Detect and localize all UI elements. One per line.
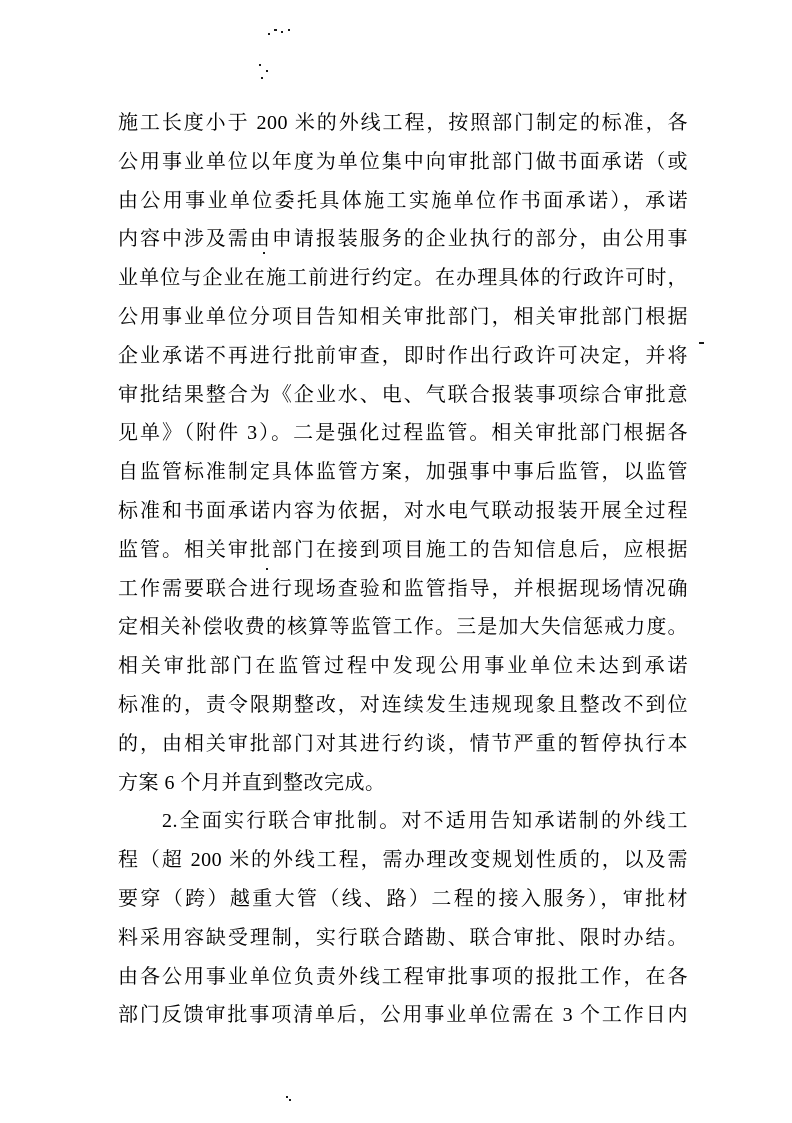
text-line: 自监管标准制定具体监管方案，加强事中事后监管，以监管 [118, 461, 688, 484]
text-line: 由各公用事业单位负责外线工程审批事项的报批工作，在各 [118, 965, 688, 988]
text-line: 内容中涉及需由申请报装服务的企业执行的部分，由公用事 [118, 228, 688, 251]
scan-noise-speck [266, 70, 268, 72]
text-line: 方案 6 个月并直到整改完成。 [118, 771, 386, 794]
text-line: 标准和书面承诺内容为依据，对水电气联动报装开展全过程 [118, 499, 688, 522]
text-line: 标准的，责令限期整改，对连续发生违规现象且整改不到位 [118, 693, 688, 716]
document-text-block [118, 104, 688, 1035]
text-line: 审批结果整合为《企业水、电、气联合报装事项综合审批意 [118, 383, 688, 406]
text-line: 工作需要联合进行现场查验和监管指导，并根据现场情况确 [118, 577, 688, 600]
scan-noise-speck [274, 29, 277, 31]
text-line: 公用事业单位以年度为单位集中向审批部门做书面承诺（或 [118, 150, 688, 173]
scan-noise-speck [286, 1096, 288, 1098]
text-line: 的，由相关审批部门对其进行约谈，情节严重的暂停执行本 [118, 732, 688, 755]
text-line: 要穿（跨）越重大管（线、路）二程的接入服务），审批材 [118, 887, 688, 910]
scan-noise-speck [261, 77, 263, 79]
text-line: 相关审批部门在监管过程中发现公用事业单位未达到承诺 [118, 655, 688, 678]
text-line: 定相关补偿收费的核算等监管工作。三是加大失信惩戒力度。 [118, 616, 688, 639]
text-line: 料采用容缺受理制，实行联合踏勘、联合审批、限时办结。 [118, 926, 688, 949]
text-line: 部门反馈审批事项清单后，公用事业单位需在 3 个工作日内 [118, 1004, 688, 1027]
scan-noise-speck [268, 33, 270, 35]
text-line: 由公用事业单位委托具体施工实施单位作书面承诺），承诺 [118, 189, 688, 212]
scan-noise-speck [699, 342, 704, 344]
text-line: 施工长度小于 200 米的外线工程，按照部门制定的标准，各 [118, 112, 688, 134]
scan-noise-speck [259, 64, 261, 66]
text-line: 公用事业单位分项目告知相关审批部门，相关审批部门根据 [118, 305, 688, 328]
text-line: 监管。相关审批部门在接到项目施工的告知信息后，应根据 [118, 538, 688, 561]
scan-noise-speck [288, 29, 290, 31]
text-line: 见单》（附件 3）。二是强化过程监管。相关审批部门根据各 [118, 422, 688, 445]
text-line: 业单位与企业在施工前进行约定。在办理具体的行政许可时， [118, 267, 688, 290]
scan-noise-speck [263, 252, 265, 254]
text-line: 2.全面实行联合审批制。对不适用告知承诺制的外线工 [162, 810, 688, 833]
scan-noise-speck [289, 1099, 291, 1101]
text-line: 企业承诺不再进行批前审查，即时作出行政许可决定，并将 [118, 344, 688, 367]
text-line: 程（超 200 米的外线工程，需办理改变规划性质的，以及需 [118, 849, 688, 872]
scan-noise-speck [281, 31, 283, 33]
scan-noise-speck [266, 568, 268, 570]
